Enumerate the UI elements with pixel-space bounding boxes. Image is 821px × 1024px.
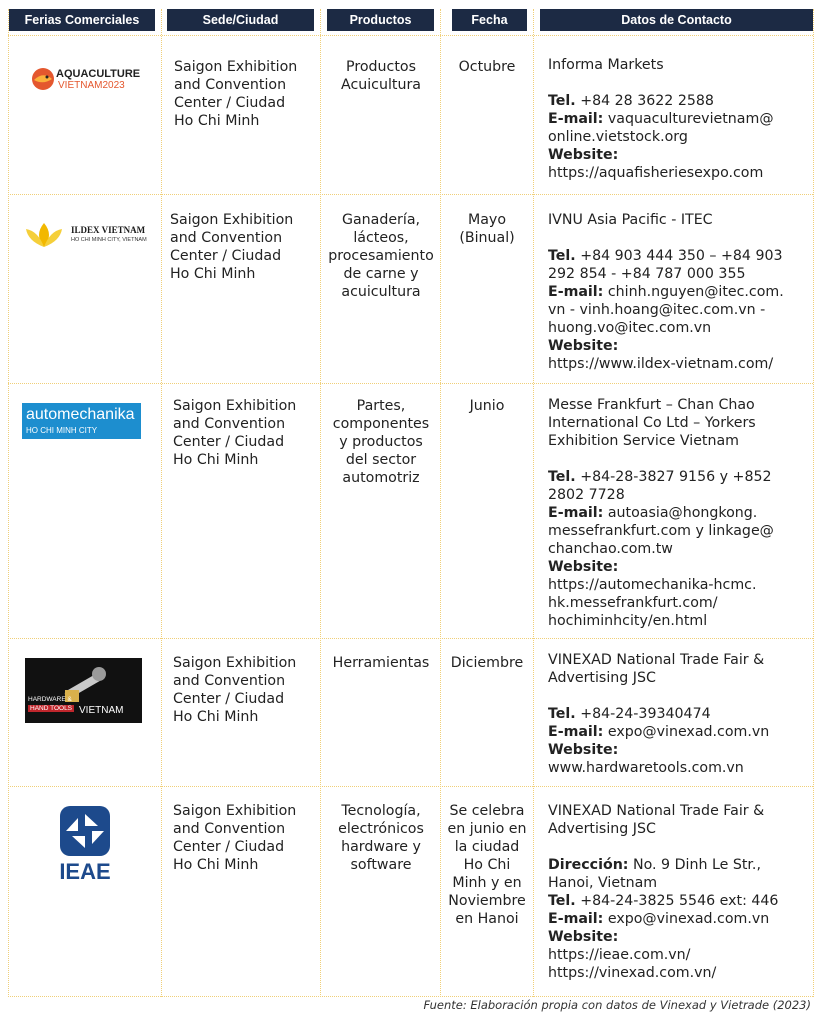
row3-productos: Partes, componentes y productos del sector automotriz [332, 398, 430, 486]
row2-fecha: Mayo (Binual) [459, 212, 515, 246]
header-fecha: Fecha [452, 9, 527, 31]
row5-fecha: Se celebra en junio en la ciudad Ho Chi Minh y en Noviembre en Hanoi [447, 803, 527, 927]
grid-vline [8, 9, 9, 997]
grid-hline [8, 194, 813, 195]
grid-hline [8, 996, 813, 997]
row4-contacto: VINEXAD National Trade Fair & Advertising JSC Tel. +84-24-39340474 E-mail: expo@vinexad.com.vn Website: www.hardwaretools.com.vn [548, 651, 813, 777]
row4-productos: Herramientas [332, 655, 430, 671]
automechanika-logo [22, 403, 141, 439]
grid-vline [813, 9, 814, 997]
row5-contacto: VINEXAD National Trade Fair & Advertising JSC Dirección: No. 9 Dinh Le Str., Hanoi, Vietnam Tel. +84-24-3825 5546 ext: 446 E-mail: expo@vinexad.com.vn Website: https://ieae.com.vn/ https://vinexad.com.vn/ [548, 802, 813, 982]
row3-fecha: Junio [469, 398, 505, 414]
row3-sede: Saigon Exhibition and Convention Center / Ciudad Ho Chi Minh [173, 398, 297, 468]
ildex-logo-subtitle: HO CHI MINH CITY, VIETNAM [71, 237, 147, 243]
row2-sede: Saigon Exhibition and Convention Center / Ciudad Ho Chi Minh [170, 212, 294, 282]
ieae-logo [55, 806, 115, 886]
aquaculture-emblem-icon [31, 67, 55, 91]
row5-sede: Saigon Exhibition and Convention Center / Ciudad Ho Chi Minh [173, 803, 297, 873]
organizer: VINEXAD National Trade Fair & [548, 803, 765, 819]
aquaculture-logo-year: VIETNAM2023 [58, 80, 125, 91]
organizer: Informa Markets [548, 57, 664, 73]
organizer: IVNU Asia Pacific - ITEC [548, 212, 713, 228]
aquaculture-logo-text: AQUACULTURE [56, 68, 141, 80]
hardware-tools-vietnam-logo [25, 658, 142, 723]
row1-productos: Productos Acuicultura [340, 59, 421, 93]
ieae-emblem-icon [58, 806, 112, 856]
header-contacto: Datos de Contacto [540, 9, 813, 31]
header-productos: Productos [327, 9, 434, 31]
aquaculture-vietnam-logo [31, 64, 139, 94]
row4-fecha: Diciembre [450, 655, 524, 671]
hardware-logo-line2: HAND TOOLS [30, 705, 73, 712]
source-note: Fuente: Elaboración propia con datos de Vinexad y Vietrade (2023) [423, 998, 811, 1012]
grid-vline [533, 9, 534, 997]
ildex-vietnam-logo [24, 219, 152, 251]
row3-contacto: Messe Frankfurt – Chan Chao International Co Ltd – Yorkers Exhibition Service Vietnam Tel. +84-28-3827 9156 y +852 2802 7728 E-mail: autoasia@hongkong. messefrankfurt.com y linkage@ chanchao.com.tw Website: https://automechanika-hcmc. hk.messefrankfurt.com/ hochiminhcity/en.html [548, 396, 813, 630]
grid-vline [161, 9, 162, 997]
organizer: VINEXAD National Trade Fair & [548, 652, 765, 668]
automechanika-logo-city: HO CHI MINH CITY [26, 426, 98, 435]
automechanika-logo-text: automechanika [26, 406, 135, 423]
row1-sede: Saigon Exhibition and Convention Center / Ciudad Ho Chi Minh [174, 59, 298, 129]
row2-contacto: IVNU Asia Pacific - ITEC Tel. +84 903 444 350 – +84 903 292 854 - +84 787 000 355 E-mail: chinh.nguyen@itec.com. vn - vinh.hoang@itec.com.vn - huong.vo@itec.com.vn Website: https://www.ildex-vietnam.com/ [548, 211, 813, 373]
row5-productos: Tecnología, electrónicos hardware y software [338, 803, 424, 873]
grid-hline [8, 786, 813, 787]
ildex-lotus-icon [24, 221, 64, 249]
row4-sede: Saigon Exhibition and Convention Center / Ciudad Ho Chi Minh [173, 655, 297, 725]
ieae-logo-text: IEAE [59, 859, 111, 884]
row1-contacto: Informa Markets Tel. +84 28 3622 2588 E-mail: vaquaculturevietnam@ online.vietstock.org Website: https://aquafisheriesexpo.com [548, 56, 813, 182]
ildex-logo-title: ILDEX VIETNAM [71, 225, 146, 235]
row1-fecha: Octubre [458, 59, 516, 75]
grid-hline [8, 35, 813, 36]
grid-hline [8, 638, 813, 639]
hardware-logo-line1: HARDWARE & [28, 696, 72, 703]
organizer: Messe Frankfurt – Chan Chao [548, 397, 755, 413]
row2-productos: Ganadería, lácteos, procesamiento de carne y acuicultura [328, 212, 434, 300]
header-sede: Sede/Ciudad [167, 9, 314, 31]
header-ferias: Ferias Comerciales [9, 9, 155, 31]
grid-hline [8, 383, 813, 384]
hardware-logo-vietnam: VIETNAM [79, 705, 124, 716]
